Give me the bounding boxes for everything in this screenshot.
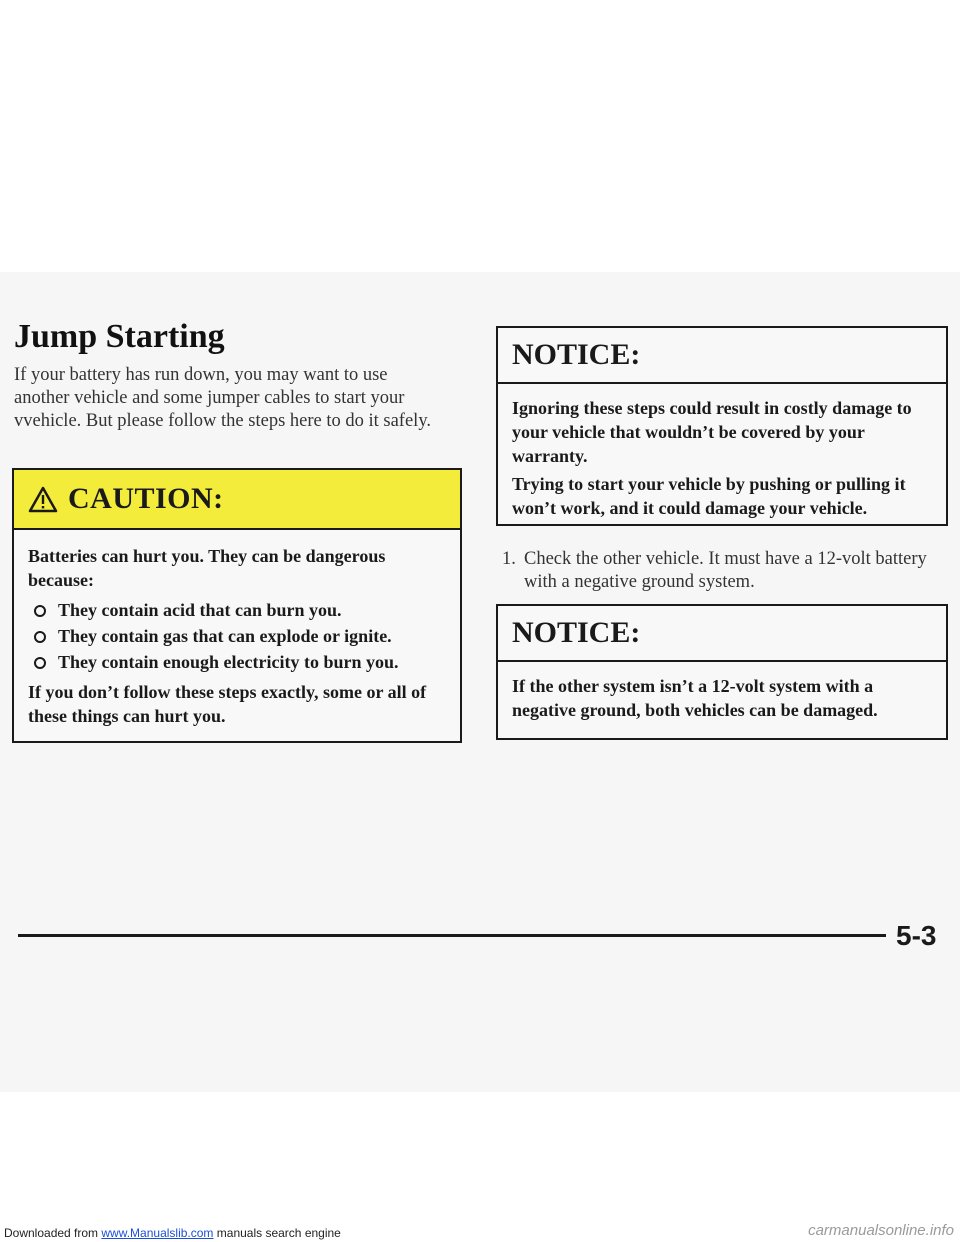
list-item: They contain acid that can burn you.	[28, 598, 446, 622]
list-item: They contain enough electricity to burn you.	[28, 650, 446, 674]
caution-label: CAUTION:	[68, 482, 224, 515]
notice-paragraph: Trying to start your vehicle by pushing or pulling it won’t work, and it could damage your vehicle.	[512, 474, 906, 518]
caution-header	[14, 470, 460, 530]
caution-body	[14, 530, 460, 740]
step-number: 1.	[502, 549, 516, 569]
intro-paragraph: If your battery has run down, you may want to use another vehicle and some jumper cables to start your vvehicle. But please follow the steps here to do it safely.	[14, 365, 431, 431]
caution-lead: Batteries can hurt you. They can be dangerous because:	[28, 546, 386, 590]
notice-paragraph: Ignoring these steps could result in costly damage to your vehicle that wouldn’t be covered by your warranty.	[512, 398, 912, 466]
bullet-icon	[34, 657, 46, 669]
notice-label: NOTICE:	[512, 338, 641, 371]
notice-body	[498, 384, 946, 532]
watermark-text: carmanualsonline.info	[808, 1222, 954, 1239]
section-title: Jump Starting	[14, 318, 225, 355]
download-footer: Downloaded from www.Manualslib.com manuals search engine	[4, 1226, 341, 1240]
bullet-icon	[34, 631, 46, 643]
warning-triangle-icon	[28, 486, 58, 513]
list-item: They contain gas that can explode or ignite.	[28, 624, 446, 648]
step-text: Check the other vehicle. It must have a 12-volt battery with a negative ground system.	[524, 549, 927, 592]
notice-paragraph: If the other system isn’t a 12-volt system with a negative ground, both vehicles can be damaged.	[512, 676, 878, 720]
notice-header	[498, 606, 946, 662]
manualslib-link[interactable]: www.Manualslib.com	[101, 1226, 214, 1240]
notice-label: NOTICE:	[512, 616, 641, 649]
notice-body	[498, 662, 946, 734]
page-number: 5-3	[896, 920, 937, 951]
footer-rule	[18, 934, 886, 937]
caution-closing: If you don’t follow these steps exactly, some or all of these things can hurt you.	[28, 682, 427, 726]
caution-box	[12, 468, 462, 743]
caution-bullet-list	[28, 598, 446, 674]
step-1	[502, 548, 942, 594]
notice-box-warranty	[496, 326, 948, 526]
notice-box-ground	[496, 604, 948, 740]
notice-header	[498, 328, 946, 384]
bullet-icon	[34, 605, 46, 617]
